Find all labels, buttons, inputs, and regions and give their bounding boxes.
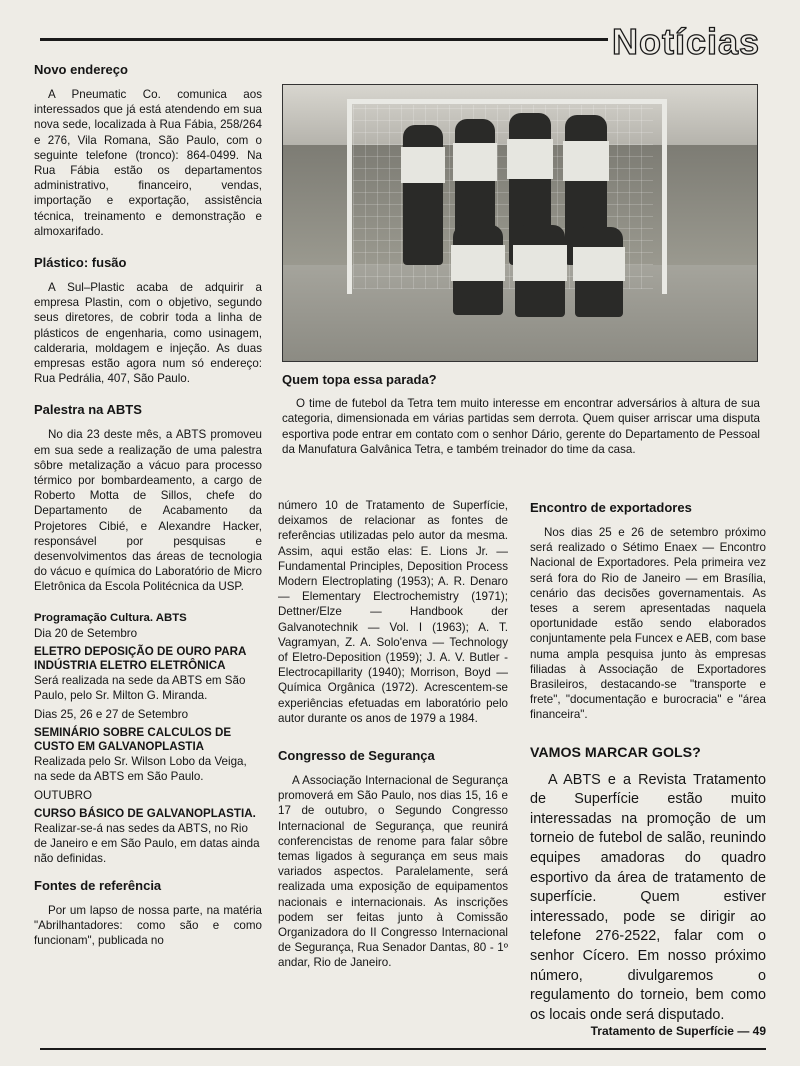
player	[403, 125, 443, 265]
page-footer: Tratamento de Superfície — 49	[590, 1024, 766, 1038]
article-congresso	[278, 748, 508, 971]
player-shirt	[573, 247, 625, 281]
article-gols	[530, 745, 766, 1026]
article-novo-endereco	[34, 62, 262, 239]
column-right	[530, 500, 766, 1025]
article-body: No dia 23 deste mês, a ABTS promoveu em sua sede a realização de uma palestra sôbre metalização a vácuo para processo térmico por bombardeamento, a cargo de Roberto Motta de Sillos, chefe do Departamento de Acabamento da Projetores Cibié, e Alexandre Hacker, responsável por pesquisas e desenvolvimentos das áreas de tecnologia do vácuo e química do Laboratório de Micro Eletrônica da Escola Politécnica da USP.	[34, 428, 262, 594]
footer-rule	[40, 1048, 766, 1050]
event-title: ELETRO DEPOSIÇÃO DE OURO PARA INDÚSTRIA ELETRO ELETRÔNICA	[34, 644, 246, 672]
article-body: A Sul–Plastic acaba de adquirir a empresa Plastin, com o objetivo, segundo seus diretores, de cobrir toda a linha de plásticos de engenharia, como usinagem, calderaria, moldagem e injeção. As duas empresas estão agora num só endereço: Rua Pedrália, 407, São Paulo.	[34, 281, 262, 386]
article-quem-topa	[282, 372, 760, 458]
player-shirt	[507, 139, 553, 179]
event-date: Dia 20 de Setembro	[34, 626, 138, 640]
article-body: A Associação Internacional de Segurança promoverá em São Paulo, nos dias 15, 16 e 17 de outubro, o Segundo Congresso Internacional de Segurança, que reunirá conferencistas de renome para falar sôbre temas ligados à segurança em seus mais variados aspectos. Paralelamente, será realizada uma exposição de equipamentos nacionais e internacionais. As inscrições podem ser feitas junto à Comissão Organizadora do II Congresso Internacional de Segurança, Rua Senador Dantas, 80 - 1º andar, Rio de Janeiro.	[278, 774, 508, 970]
team-photo	[282, 84, 758, 362]
player-shirt	[401, 147, 445, 183]
article-title: Fontes de referência	[34, 877, 162, 893]
article-body: A ABTS e a Revista Tratamento de Superfície estão muito interessadas na promoção de um torneio de futebol de salão, reunindo equipes amadoras do quadro esportivo da área de tratamento de superfície. Quem estiver interessado, pode se dirigir ao telefone 276-2522, falar com o senhor Cícero. Em nosso próximo número, divulgaremos o regulamento do torneio, bem como os locais onde será disputado.	[530, 771, 766, 1023]
event-title: CURSO BÁSICO DE GALVANOPLASTIA.	[34, 806, 256, 820]
event-description: Realizada pelo Sr. Wilson Lobo da Veiga, na sede da ABTS em São Paulo.	[34, 754, 247, 783]
event-description: Será realizada na sede da ABTS em São Paulo, pelo Sr. Milton G. Miranda.	[34, 673, 246, 702]
event-date: Dias 25, 26 e 27 de Setembro	[34, 707, 189, 721]
column-left	[34, 62, 262, 948]
article-encontro	[530, 500, 766, 723]
programacao-title: Programação Cultura. ABTS	[34, 611, 187, 624]
programacao-cultural	[34, 611, 262, 866]
player-shirt	[563, 141, 609, 181]
player-shirt	[513, 245, 567, 281]
article-body: A Pneumatic Co. comunica aos interessados que já está atendendo em sua nova sede, localizada à Rua Fábia, 258/264 e 276, Vila Romana, São Paulo, com o seguinte telefone (tronco): 864-0499. Na Rua Fábia estão os departamentos administrativo, financeiro, vendas, importação e exportação, assistência técnica, treinamento e demonstração e almoxarifado.	[34, 88, 262, 238]
article-body: O time de futebol da Tetra tem muito interesse em encontrar adversários à altura de sua categoria, dimensionada em várias partidas sem derrota. Quem quiser arriscar uma disputa esportiva pode entrar em contato com o senhor Dário, gerente do Departamento de Pessoal da Manufatura Galvânica Tetra, e também treinador do time da casa.	[282, 397, 760, 457]
article-title: Congresso de Segurança	[278, 748, 435, 764]
article-title: Encontro de exportadores	[530, 500, 692, 515]
article-title: Quem topa essa parada?	[282, 372, 437, 387]
event-date: OUTUBRO	[34, 788, 92, 802]
player-shirt	[451, 245, 505, 281]
section-tag: Notícias	[612, 21, 761, 62]
article-body: Por um lapso de nossa parte, na matéria "Abrilhantadores: como são e como funcionam", publicada no	[34, 903, 262, 948]
event-title: SEMINÁRIO SOBRE CALCULOS DE CUSTO EM GALVANOPLASTIA	[34, 725, 232, 753]
article-palestra	[34, 402, 262, 594]
header-rule	[40, 38, 608, 41]
player-shirt	[453, 143, 497, 181]
article-title: Palestra na ABTS	[34, 402, 142, 418]
event-description: Realizar-se-á nas sedes da ABTS, no Rio de Janeiro e em São Paulo, em datas ainda não definidas.	[34, 821, 260, 865]
article-title: Plástico: fusão	[34, 255, 127, 271]
fontes-continuation: número 10 de Tratamento de Superfície, deixamos de relacionar as fontes de referências utilizadas pelo autor da mesma. Assim, aqui estão elas: E. Lions Jr. — Fundamental Principles, Deposition Process Modern Electroplating (1953); A. R. Denaro — Elementary Electrochemistry (1971); Dettner/Elze — Handbook der Galvanotechnik — Vol. I (1963); A. T. Vagramyan, Z. A. Solo'enva — Technology of Eletro-Deposition (1959); J. A. V. Butler - Electrocapillarity (1940); Morrison, Boyd — Química Orgânica (1972). Acrescentem-se experiências efetuadas em laboratório pelo autor durante os anos de 1979 a 1984.	[278, 499, 508, 725]
article-plastico	[34, 255, 262, 386]
article-title: VAMOS MARCAR GOLS?	[530, 744, 701, 761]
article-title: Novo endereço	[34, 62, 128, 77]
column-middle	[278, 498, 508, 971]
article-body: Nos dias 25 e 26 de setembro próximo será realizado o Sétimo Enaex — Encontro Nacional de Exportadores. Pela primeira vez será fora do Rio de Janeiro — em Brasília, cenário das decisões governamentais. As teses a serem apresentadas naquela oportunidade estão sendo elaborados conjuntamente pela Funcex e AEB, com base numa ampla pesquisa junto às empresas filiadas à Associação de Exportadores Brasileiros, destacando-se "transporte e frete", "documentação e burocracia" e "área financeira".	[530, 526, 766, 722]
article-fontes	[34, 878, 262, 949]
